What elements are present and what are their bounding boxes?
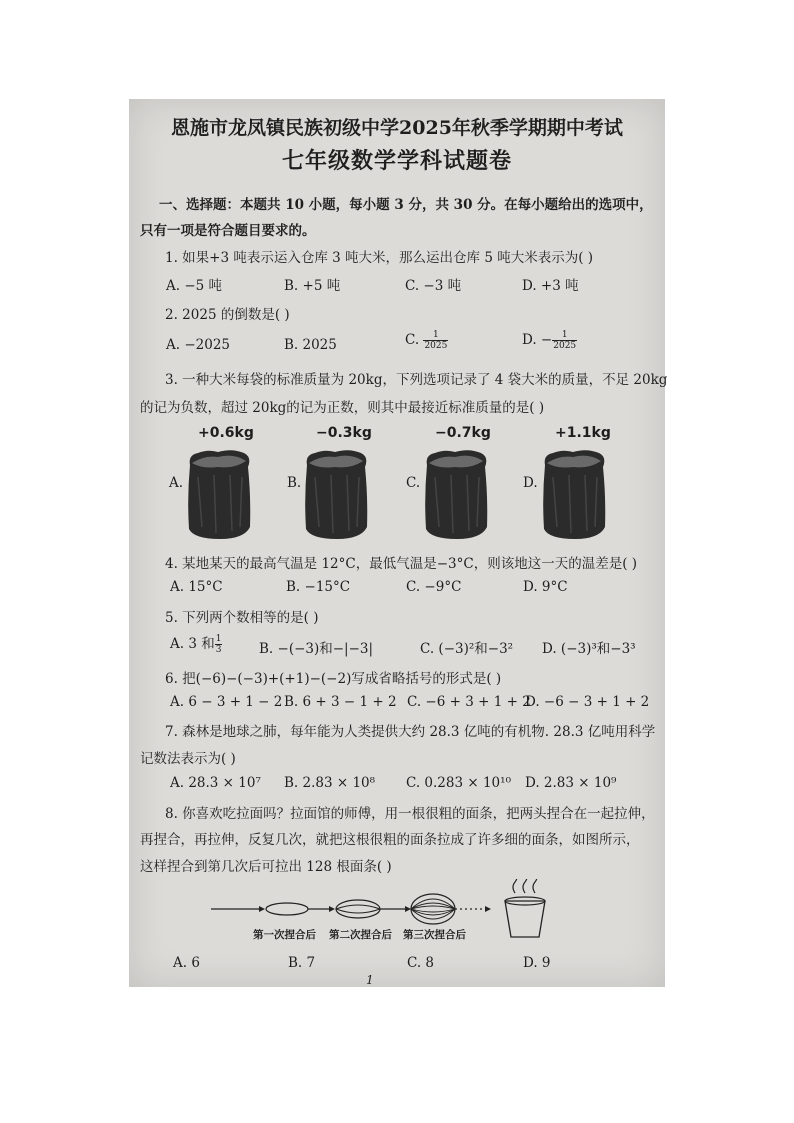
q3-weight-a: +0.6kg	[198, 425, 254, 441]
q8-option-d: D. 9	[523, 955, 551, 971]
q8-stem-line3: 这样捏合到第几次后可拉出 128 根面条( )	[140, 859, 392, 875]
q2-option-a: A. −2025	[166, 337, 230, 353]
fraction-denominator: 3	[215, 645, 222, 655]
q6-option-d: D. −6 − 3 + 1 + 2	[525, 694, 650, 710]
q2-option-c	[405, 330, 448, 351]
q8-caption-2: 第二次捏合后	[329, 929, 392, 941]
q8-caption-3: 第三次捏合后	[403, 929, 466, 941]
fraction-numerator: 1	[552, 330, 577, 341]
fraction-denominator: 2025	[553, 341, 577, 351]
q3-weight-b: −0.3kg	[316, 425, 372, 441]
q3-stem-line2: 的记为负数，超过 20kg的记为正数，则其中最接近标准质量的是( )	[140, 400, 545, 416]
fraction-numerator: 1	[215, 634, 222, 644]
q5-option-b: B. −(−3)和−|−3|	[259, 641, 374, 657]
q3-option-b-letter: B.	[287, 475, 302, 491]
q7-stem-line1: 7. 森林是地球之肺，每年能为人类提供大约 28.3 亿吨的有机物. 28.3 亿吨用科学	[165, 724, 656, 740]
q8-stem-line2: 再捏合，再拉伸，反复几次，就把这根很粗的面条拉成了许多细的面条，如图所示，	[140, 832, 640, 848]
q3-weight-d: +1.1kg	[555, 425, 611, 441]
q4-option-b: B. −15°C	[286, 579, 351, 595]
q8-option-c: C. 8	[407, 955, 435, 971]
q8-stem-line1: 8. 你喜欢吃拉面吗？拉面馆的师傅，用一根很粗的面条，把两头捏合在一起拉伸，	[165, 806, 655, 822]
q1-option-d: D. +3 吨	[522, 278, 579, 294]
rice-bag-a-image	[184, 447, 254, 542]
q5-option-a	[170, 632, 222, 655]
q3-option-a-letter: A.	[169, 475, 184, 491]
q7-option-d: D. 2.83 × 10⁹	[525, 775, 617, 791]
q4-stem: 4. 某地某天的最高气温是 12°C，最低气温是−3°C，则该地这一天的温差是( )	[165, 556, 638, 572]
exam-subtitle: 七年级数学学科试题卷	[281, 148, 512, 174]
fraction-denominator: 2025	[424, 341, 448, 351]
q2-stem: 2. 2025 的倒数是( )	[165, 307, 290, 323]
q5-option-a-fraction	[215, 634, 223, 655]
q4-option-c: C. −9°C	[406, 579, 462, 595]
q5-option-c: C. (−3)²和−3²	[420, 641, 514, 657]
q5-option-a-label: A. 3 和	[170, 636, 215, 652]
q5-option-d: D. (−3)³和−3³	[542, 641, 636, 657]
page-number: 1	[366, 973, 374, 987]
q8-option-b: B. 7	[288, 955, 316, 971]
q1-option-c: C. −3 吨	[405, 278, 462, 294]
q2-option-b: B. 2025	[284, 337, 337, 353]
exam-title: 恩施市龙凤镇民族初级中学2025年秋季学期期中考试	[171, 117, 623, 139]
section-heading-line2: 只有一项是符合题目要求的。	[140, 223, 316, 239]
q7-option-b: B. 2.83 × 10⁸	[284, 775, 376, 791]
q6-option-c: C. −6 + 3 + 1 + 2	[407, 694, 531, 710]
q3-stem-line1: 3. 一种大米每袋的标准质量为 20kg，下列选项记录了 4 袋大米的质量，不足 20kg	[165, 372, 668, 388]
q1-option-a: A. −5 吨	[166, 278, 223, 294]
q2-option-c-fraction	[423, 330, 448, 351]
exam-sheet	[129, 99, 668, 987]
q1-stem: 1. 如果+3 吨表示运入仓库 3 吨大米，那么运出仓库 5 吨大米表示为( )	[165, 250, 594, 266]
q2-option-d	[522, 330, 577, 351]
q7-option-a: A. 28.3 × 10⁷	[170, 775, 261, 791]
q8-caption-1: 第一次捏合后	[253, 929, 316, 941]
q6-stem: 6. 把(−6)−(−3)+(+1)−(−2)写成省略括号的形式是( )	[165, 671, 502, 687]
fraction-numerator: 1	[423, 330, 448, 341]
rice-bag-b-image	[301, 447, 371, 542]
q4-option-d: D. 9°C	[523, 579, 568, 595]
rice-bag-c-image	[421, 447, 491, 542]
q3-option-c-letter: C.	[406, 475, 421, 491]
q3-weight-c: −0.7kg	[435, 425, 491, 441]
section-heading-line1: 一、选择题：本题共 10 小题，每小题 3 分，共 30 分。在每小题给出的选项中，	[159, 197, 653, 213]
q6-option-a: A. 6 − 3 + 1 − 2	[170, 694, 283, 710]
q2-option-d-label: D. −	[522, 332, 553, 348]
q1-option-b: B. +5 吨	[284, 278, 341, 294]
q3-option-d-letter: D.	[523, 475, 538, 491]
rice-bag-d-image	[539, 447, 609, 542]
q6-option-b: B. 6 + 3 − 1 + 2	[284, 694, 397, 710]
q8-option-a: A. 6	[173, 955, 200, 971]
q2-option-d-fraction	[552, 330, 577, 351]
q5-stem: 5. 下列两个数相等的是( )	[165, 610, 319, 626]
q7-stem-line2: 记数法表示为( )	[140, 751, 236, 767]
q4-option-a: A. 15°C	[170, 579, 223, 595]
q2-option-c-label: C.	[405, 332, 424, 348]
q7-option-c: C. 0.283 × 10¹⁰	[406, 775, 511, 791]
